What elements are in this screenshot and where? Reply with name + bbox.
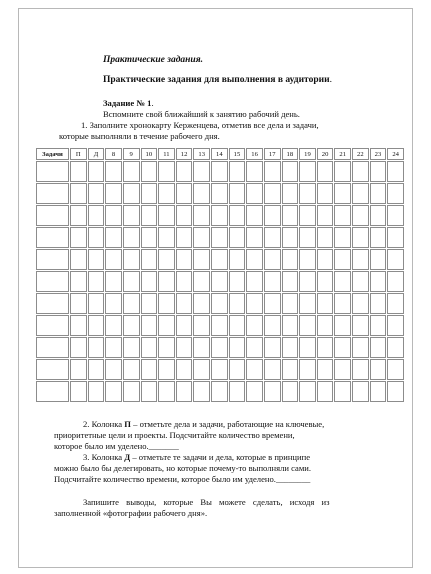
table-cell	[123, 161, 140, 182]
item3-prefix: 3. Колонка	[83, 452, 125, 462]
table-row	[36, 183, 404, 204]
table-cell	[370, 293, 387, 314]
table-cell	[70, 183, 87, 204]
header-tasks: Задачи	[36, 148, 69, 160]
table-cell	[105, 337, 122, 358]
table-row	[36, 293, 404, 314]
table-cell	[370, 359, 387, 380]
table-cell	[158, 381, 175, 402]
table-row	[36, 337, 404, 358]
table-cell	[70, 315, 87, 336]
item1-line1: 1. Заполните хронокарту Керженцева, отметив все дела и задачи,	[81, 120, 319, 130]
table-cell	[246, 359, 263, 380]
table-cell	[123, 183, 140, 204]
table-cell	[246, 271, 263, 292]
header-col-4: 9	[123, 148, 140, 160]
subheading-dot: .	[329, 75, 332, 85]
table-cell	[70, 227, 87, 248]
table-cell	[317, 315, 334, 336]
table-cell	[88, 337, 105, 358]
table-cell	[246, 315, 263, 336]
table-cell	[141, 227, 158, 248]
table-cell	[246, 161, 263, 182]
table-cell	[370, 161, 387, 182]
header-col-2: Д	[88, 148, 105, 160]
table-cell	[229, 315, 246, 336]
table-cell	[211, 337, 228, 358]
table-cell	[370, 183, 387, 204]
table-cell	[352, 271, 369, 292]
item3-line1	[83, 452, 310, 464]
table-cell	[88, 249, 105, 270]
header-col-17: 22	[352, 148, 369, 160]
item2-line3: которое было им уделено._______	[54, 441, 179, 451]
header-col-5: 10	[141, 148, 158, 160]
table-cell	[264, 205, 281, 226]
intro-line: Вспомните свой ближайший к занятию рабочий день.	[103, 109, 300, 119]
table-cell	[370, 315, 387, 336]
table-cell	[264, 227, 281, 248]
table-cell	[88, 381, 105, 402]
chronocard-table-wrapper	[35, 147, 405, 403]
item2-prefix: 2. Колонка	[83, 419, 125, 429]
table-cell	[229, 183, 246, 204]
item3-suffix: – отметьте те задачи и дела, которые в принципе	[130, 452, 311, 462]
table-cell	[211, 271, 228, 292]
header-col-12: 17	[264, 148, 281, 160]
task-title-dot: .	[151, 98, 154, 108]
table-cell	[282, 337, 299, 358]
item2-line1	[83, 419, 324, 431]
table-cell	[193, 337, 210, 358]
table-cell	[158, 161, 175, 182]
table-cell	[123, 205, 140, 226]
table-cell	[158, 271, 175, 292]
table-cell	[282, 271, 299, 292]
table-header-row	[36, 148, 404, 160]
header-col-9: 14	[211, 148, 228, 160]
header-col-16: 21	[334, 148, 351, 160]
table-cell	[387, 227, 404, 248]
table-cell	[387, 315, 404, 336]
table-cell	[70, 271, 87, 292]
table-cell	[264, 183, 281, 204]
table-cell	[141, 315, 158, 336]
table-cell	[299, 271, 316, 292]
table-cell	[211, 183, 228, 204]
table-cell	[70, 337, 87, 358]
table-cell	[229, 359, 246, 380]
table-cell	[105, 359, 122, 380]
table-cell	[211, 161, 228, 182]
table-cell	[123, 271, 140, 292]
header-col-11: 16	[246, 148, 263, 160]
table-cell	[282, 315, 299, 336]
table-cell	[176, 381, 193, 402]
table-cell	[282, 293, 299, 314]
table-cell	[176, 293, 193, 314]
table-cell	[176, 337, 193, 358]
table-cell	[141, 271, 158, 292]
table-cell	[105, 381, 122, 402]
table-cell	[334, 183, 351, 204]
table-cell	[193, 183, 210, 204]
table-cell	[352, 337, 369, 358]
table-cell	[299, 359, 316, 380]
table-cell	[229, 381, 246, 402]
table-cell	[352, 293, 369, 314]
table-cell	[193, 249, 210, 270]
table-cell	[387, 161, 404, 182]
table-cell	[36, 249, 69, 270]
table-cell	[317, 381, 334, 402]
table-cell	[176, 315, 193, 336]
table-row	[36, 315, 404, 336]
table-cell	[334, 227, 351, 248]
table-cell	[123, 359, 140, 380]
table-cell	[141, 161, 158, 182]
table-cell	[282, 161, 299, 182]
table-cell	[352, 183, 369, 204]
table-cell	[299, 337, 316, 358]
table-cell	[193, 227, 210, 248]
table-cell	[317, 183, 334, 204]
table-cell	[105, 183, 122, 204]
table-cell	[123, 337, 140, 358]
table-cell	[264, 249, 281, 270]
table-cell	[36, 337, 69, 358]
table-cell	[282, 205, 299, 226]
table-cell	[264, 337, 281, 358]
table-cell	[141, 293, 158, 314]
table-row	[36, 161, 404, 182]
table-cell	[299, 205, 316, 226]
table-cell	[70, 359, 87, 380]
table-cell	[299, 161, 316, 182]
chronocard-table	[35, 147, 405, 403]
table-cell	[123, 381, 140, 402]
header-col-18: 23	[370, 148, 387, 160]
table-cell	[211, 293, 228, 314]
table-cell	[36, 381, 69, 402]
table-cell	[123, 249, 140, 270]
table-cell	[282, 381, 299, 402]
table-cell	[70, 249, 87, 270]
table-cell	[193, 359, 210, 380]
table-cell	[387, 183, 404, 204]
header-col-3: 8	[105, 148, 122, 160]
table-row	[36, 227, 404, 248]
table-cell	[158, 249, 175, 270]
table-cell	[317, 249, 334, 270]
table-cell	[193, 293, 210, 314]
conclusion-line1: Запишите выводы, которые Вы можете сделать, исходя из	[83, 497, 330, 507]
table-cell	[387, 293, 404, 314]
table-cell	[264, 161, 281, 182]
table-cell	[264, 271, 281, 292]
table-cell	[88, 183, 105, 204]
table-cell	[158, 183, 175, 204]
table-cell	[123, 293, 140, 314]
header-col-8: 13	[193, 148, 210, 160]
table-row	[36, 249, 404, 270]
table-cell	[141, 205, 158, 226]
table-cell	[229, 227, 246, 248]
table-cell	[229, 249, 246, 270]
table-cell	[88, 227, 105, 248]
table-cell	[334, 271, 351, 292]
table-cell	[211, 359, 228, 380]
table-cell	[105, 293, 122, 314]
table-cell	[36, 315, 69, 336]
table-cell	[282, 249, 299, 270]
subheading	[103, 75, 332, 85]
table-cell	[352, 227, 369, 248]
table-cell	[282, 359, 299, 380]
subheading-text: Практические задания для выполнения в аудитории	[103, 75, 330, 85]
table-cell	[264, 381, 281, 402]
table-cell	[141, 249, 158, 270]
table-cell	[370, 227, 387, 248]
table-cell	[317, 271, 334, 292]
header-col-19: 24	[387, 148, 404, 160]
table-cell	[176, 205, 193, 226]
table-cell	[334, 161, 351, 182]
table-cell	[299, 249, 316, 270]
table-cell	[193, 381, 210, 402]
table-cell	[334, 293, 351, 314]
table-cell	[370, 381, 387, 402]
item2-suffix: – отметьте дела и задачи, работающие на ключевые,	[130, 419, 325, 429]
table-cell	[229, 161, 246, 182]
table-cell	[36, 271, 69, 292]
table-cell	[193, 271, 210, 292]
table-cell	[387, 381, 404, 402]
table-cell	[176, 359, 193, 380]
table-cell	[105, 271, 122, 292]
table-cell	[211, 249, 228, 270]
table-cell	[229, 271, 246, 292]
table-cell	[317, 337, 334, 358]
table-cell	[334, 249, 351, 270]
table-cell	[88, 161, 105, 182]
item2-line2: приоритетные цели и проекты. Подсчитайте количество времени,	[54, 430, 295, 440]
table-cell	[317, 359, 334, 380]
conclusion-line2: заполненной «фотографии рабочего дня».	[54, 508, 208, 518]
table-cell	[36, 359, 69, 380]
table-cell	[88, 271, 105, 292]
table-cell	[352, 359, 369, 380]
table-cell	[264, 315, 281, 336]
header-col-10: 15	[229, 148, 246, 160]
table-cell	[105, 315, 122, 336]
table-cell	[176, 183, 193, 204]
table-cell	[299, 315, 316, 336]
table-cell	[176, 161, 193, 182]
table-cell	[282, 227, 299, 248]
table-cell	[387, 249, 404, 270]
heading: Практические задания.	[103, 55, 203, 65]
table-cell	[352, 315, 369, 336]
table-cell	[246, 293, 263, 314]
table-cell	[317, 293, 334, 314]
table-cell	[105, 161, 122, 182]
table-cell	[105, 249, 122, 270]
table-cell	[299, 381, 316, 402]
table-cell	[334, 337, 351, 358]
table-cell	[36, 227, 69, 248]
table-cell	[387, 271, 404, 292]
table-cell	[352, 249, 369, 270]
table-cell	[334, 359, 351, 380]
table-cell	[352, 161, 369, 182]
table-cell	[88, 315, 105, 336]
table-cell	[36, 293, 69, 314]
table-cell	[387, 205, 404, 226]
table-cell	[246, 249, 263, 270]
table-cell	[176, 271, 193, 292]
table-cell	[317, 205, 334, 226]
table-cell	[211, 381, 228, 402]
table-cell	[88, 205, 105, 226]
table-cell	[70, 161, 87, 182]
table-cell	[123, 227, 140, 248]
header-col-13: 18	[282, 148, 299, 160]
table-cell	[158, 359, 175, 380]
table-cell	[317, 227, 334, 248]
table-row	[36, 205, 404, 226]
table-cell	[105, 227, 122, 248]
table-cell	[246, 381, 263, 402]
table-cell	[370, 249, 387, 270]
table-cell	[370, 337, 387, 358]
table-cell	[299, 293, 316, 314]
table-cell	[282, 183, 299, 204]
table-cell	[211, 227, 228, 248]
table-cell	[193, 161, 210, 182]
table-cell	[123, 315, 140, 336]
table-cell	[246, 183, 263, 204]
item3-bold: Д	[124, 452, 131, 462]
table-cell	[193, 315, 210, 336]
table-cell	[70, 205, 87, 226]
table-cell	[299, 227, 316, 248]
table-row	[36, 359, 404, 380]
header-col-15: 20	[317, 148, 334, 160]
table-cell	[229, 205, 246, 226]
table-cell	[70, 381, 87, 402]
table-cell	[246, 337, 263, 358]
table-cell	[387, 359, 404, 380]
table-cell	[246, 205, 263, 226]
table-cell	[264, 359, 281, 380]
table-cell	[36, 183, 69, 204]
table-cell	[317, 161, 334, 182]
table-cell	[158, 315, 175, 336]
table-cell	[141, 359, 158, 380]
table-cell	[36, 205, 69, 226]
table-cell	[387, 337, 404, 358]
table-cell	[70, 293, 87, 314]
table-cell	[176, 227, 193, 248]
item2-bold: П	[124, 419, 131, 429]
table-cell	[158, 205, 175, 226]
header-col-6: 11	[158, 148, 175, 160]
table-row	[36, 271, 404, 292]
table-cell	[141, 381, 158, 402]
item3-line3: Подсчитайте количество времени, которое было им уделено.________	[54, 474, 311, 484]
table-cell	[264, 293, 281, 314]
table-cell	[334, 381, 351, 402]
table-cell	[370, 271, 387, 292]
table-cell	[352, 381, 369, 402]
table-cell	[88, 293, 105, 314]
table-cell	[246, 227, 263, 248]
table-cell	[370, 205, 387, 226]
table-cell	[334, 205, 351, 226]
task-title	[103, 98, 154, 110]
table-cell	[299, 183, 316, 204]
table-row	[36, 381, 404, 402]
item1-line2: которые выполняли в течение рабочего дня.	[59, 131, 220, 141]
table-cell	[88, 359, 105, 380]
table-cell	[36, 161, 69, 182]
table-cell	[352, 205, 369, 226]
table-cell	[211, 205, 228, 226]
table-cell	[229, 293, 246, 314]
table-cell	[141, 183, 158, 204]
table-cell	[141, 337, 158, 358]
table-cell	[211, 315, 228, 336]
header-col-1: П	[70, 148, 87, 160]
table-cell	[158, 227, 175, 248]
header-col-7: 12	[176, 148, 193, 160]
task-title-text: Задание № 1	[103, 98, 152, 108]
table-cell	[176, 249, 193, 270]
table-cell	[193, 205, 210, 226]
table-cell	[334, 315, 351, 336]
table-cell	[158, 293, 175, 314]
item3-line2: можно было бы делегировать, но которые почему-то выполняли сами.	[54, 463, 312, 473]
table-cell	[158, 337, 175, 358]
table-cell	[229, 337, 246, 358]
header-col-14: 19	[299, 148, 316, 160]
table-cell	[105, 205, 122, 226]
